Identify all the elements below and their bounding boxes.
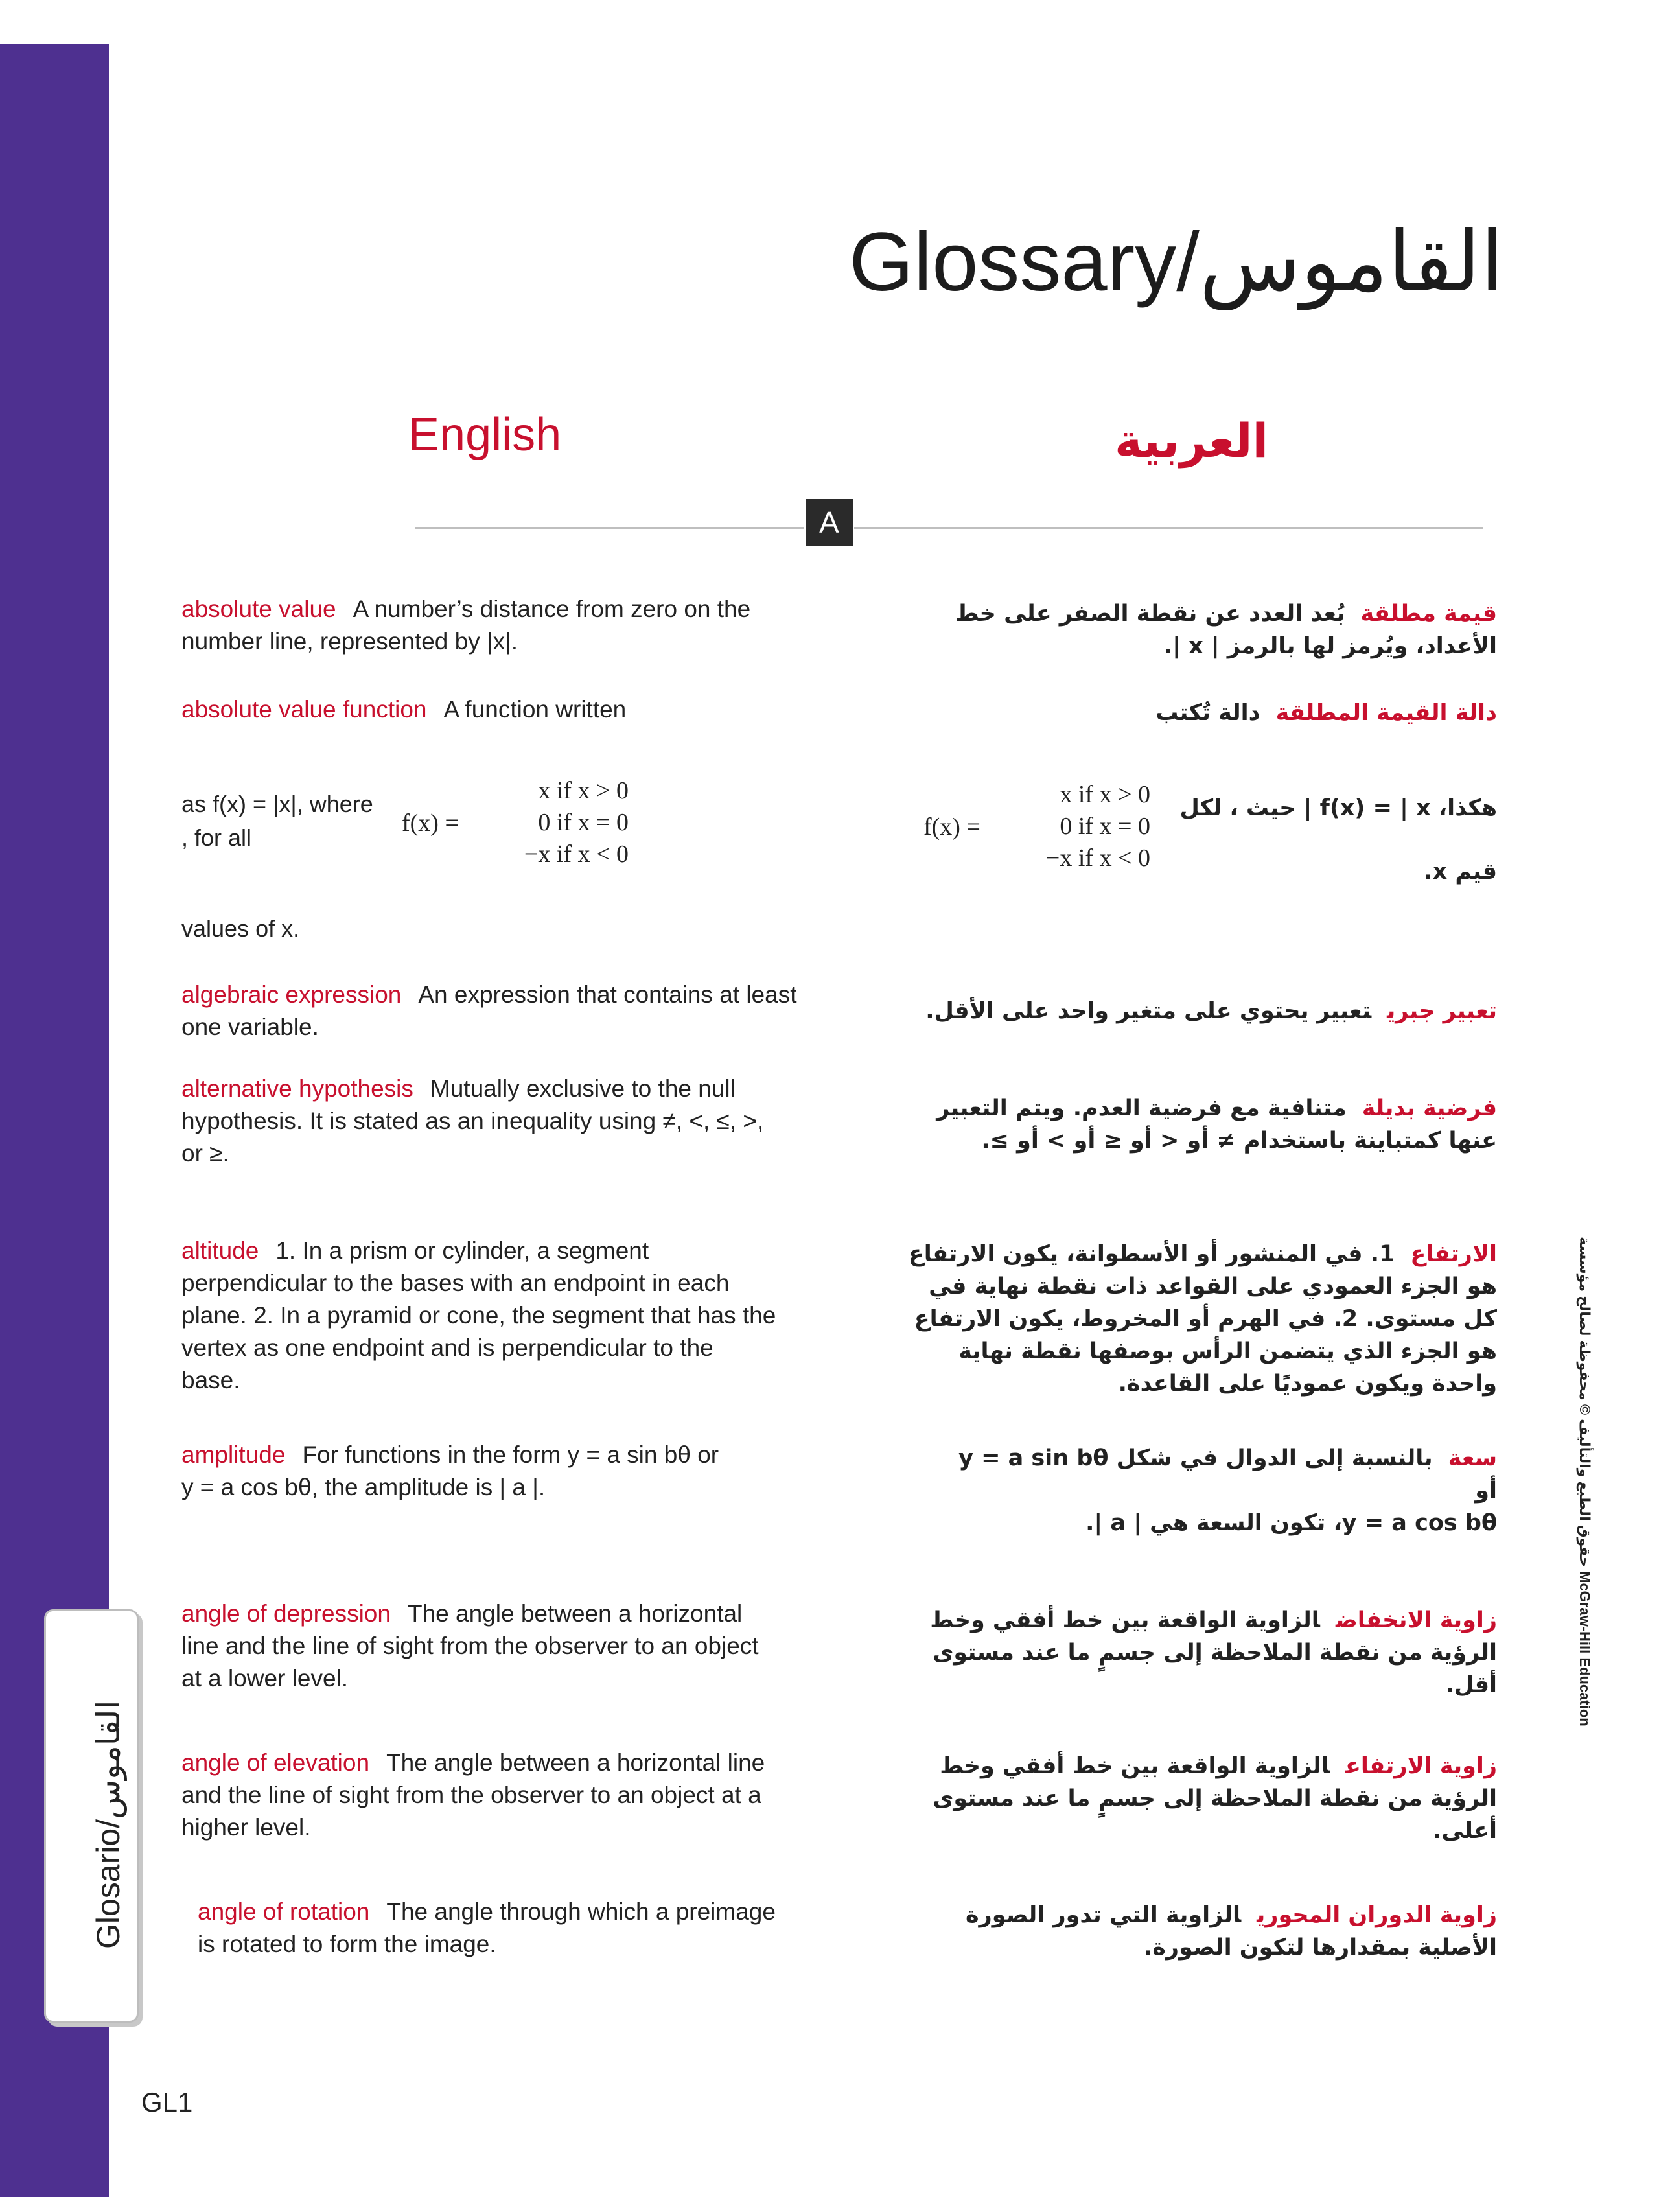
entry-term: زاوية الارتفاع — [1345, 1753, 1497, 1779]
entry-term: alternative hypothesis — [181, 1075, 413, 1102]
entry-definition: A function written — [443, 696, 627, 723]
glossary-entry-ar-absolute-value — [901, 598, 1497, 662]
entry-definition: 1. In a prism or cylinder, a segment perpendicular to the bases with an endpoint in each plane. 2. In a pyramid or cone, the segment that has the vertex as one endpoint and is perpendicular to the base. — [181, 1237, 776, 1393]
entry-definition: 1. في المنشور أو الأسطوانة، يكون الارتفاع هو الجزء العمودي على القواعد ذات نقطة نهاية في كل مستوى. 2. في الهرم أو المخروط، يكون الارتفاع هو الجزء الذي يتضمن الرأس بوصفها نقطة نهاية واحدة ويكون عموديًا على القاعدة. — [908, 1241, 1497, 1397]
side-tab-label: Glosario/القاموس — [90, 1700, 126, 1949]
glossary-entry-ar-alternative-hypothesis — [901, 1092, 1497, 1157]
entry-term: زاوية الدوران المحوري — [1257, 1902, 1497, 1928]
ar-piecewise-values-of: قيم x. — [1424, 859, 1497, 885]
glossary-entry-angle-of-rotation — [198, 1896, 781, 1961]
entry-definition-cont: or ≥. — [181, 1140, 229, 1167]
entry-definition: The angle between a horizontal line and the line of sight from the observer to an object at a lower level. — [181, 1600, 759, 1692]
entry-definition-or: أو — [1475, 1478, 1497, 1504]
section-divider-right — [854, 527, 1483, 529]
entry-term: amplitude — [181, 1441, 286, 1468]
ar-piecewise-intro: هكذا، f(x) = | x | حيث ، لكل — [1179, 795, 1497, 821]
glossary-entry-altitude — [181, 1235, 778, 1397]
piecewise-intro: as f(x) = |x|, where — [181, 791, 373, 817]
piecewise-f-label: f(x) = — [923, 813, 980, 841]
entry-term: قيمة مطلقة — [1360, 601, 1497, 627]
piecewise-case-2: 0 if x = 0 — [1060, 813, 1150, 840]
piecewise-values-of: values of x. — [181, 915, 300, 942]
entry-term: الارتفاع — [1410, 1241, 1497, 1267]
piecewise-case-2: 0 if x = 0 — [538, 809, 629, 836]
entry-term: absolute value — [181, 596, 336, 622]
page-title: Glossary/القاموس — [849, 216, 1503, 309]
piecewise-case-3: −x if x < 0 — [524, 841, 629, 868]
entry-definition: A number’s distance from zero on the number line, represented by |x|. — [181, 596, 751, 655]
entry-term: دالة القيمة المطلقة — [1275, 700, 1497, 726]
entry-definition-cont: y = a cos bθ, the amplitude is | a |. — [181, 1474, 546, 1500]
entry-term: angle of elevation — [181, 1749, 370, 1776]
glossary-entry-absolute-value-function — [181, 693, 830, 726]
entry-term: زاوية الانخفاض — [1335, 1607, 1497, 1633]
piecewise-case-3: −x if x < 0 — [1045, 844, 1150, 872]
entry-definition-cont: y = a cos bθ، تكون السعة هي | a |. — [1085, 1510, 1497, 1536]
entry-definition: الزاوية الواقعة بين خط أفقي وخط الرؤية من نقطة الملاحظة إلى جسمٍ ما عند مستوى أقل. — [930, 1607, 1497, 1698]
section-divider-left — [415, 527, 804, 529]
entry-definition: The angle through which a preimage is rotated to form the image. — [198, 1898, 776, 1957]
piecewise-case-1: x if x > 0 — [1060, 781, 1150, 808]
glossary-entry-angle-of-elevation — [181, 1747, 778, 1844]
entry-definition: بالنسبة إلى الدوال في شكل y = a sin bθ — [958, 1445, 1433, 1471]
copyright-notice: حقوق الطبع والتأليف © محفوظة لصالح مؤسسة McGraw-Hill Education — [1577, 1237, 1593, 1727]
entry-definition: تعبير يحتوي على متغير واحد على الأقل. — [925, 998, 1372, 1024]
piecewise-f-label: f(x) = — [402, 809, 459, 837]
english-column-heading: English — [408, 409, 562, 461]
entry-term: altitude — [181, 1237, 259, 1264]
glossary-entry-ar-amplitude — [901, 1442, 1497, 1539]
glossary-entry-angle-of-depression — [181, 1598, 778, 1695]
section-letter: A — [806, 499, 853, 546]
entry-term: absolute value function — [181, 696, 427, 723]
entry-definition: Mutually exclusive to the null hypothesis. It is stated as an inequality using ≠, <, ≤, >, — [181, 1075, 764, 1134]
entry-definition: متنافية مع فرضية العدم. ويتم التعبير عنها كمتباينة باستخدام ≠ أو < أو ≤ أو > أو ≥. — [936, 1095, 1497, 1154]
entry-term: algebraic expression — [181, 981, 402, 1008]
glossary-entry-ar-angle-of-depression — [901, 1604, 1497, 1701]
page-number: GL1 — [141, 2087, 193, 2117]
glossary-entry-ar-angle-of-elevation — [901, 1750, 1497, 1847]
entry-term: angle of depression — [181, 1600, 391, 1627]
piecewise-case-1: x if x > 0 — [538, 777, 629, 804]
glossary-entry-ar-absolute-value-function — [901, 697, 1497, 729]
glossary-entry-algebraic-expression — [181, 979, 830, 1043]
piecewise-for-all: , for all — [181, 824, 252, 851]
entry-definition: بُعد العدد عن نقطة الصفر على خط الأعداد، ويُرمز لها بالرمز | x |. — [955, 601, 1497, 659]
glossary-entry-alternative-hypothesis — [181, 1073, 778, 1170]
entry-definition: دالة تُكتب — [1155, 700, 1260, 726]
entry-definition: الزاوية الواقعة بين خط أفقي وخط الرؤية من نقطة الملاحظة إلى جسمٍ ما عند مستوى أعلى. — [933, 1753, 1497, 1844]
glossary-entry-absolute-value — [181, 593, 830, 658]
entry-definition: An expression that contains at least one variable. — [181, 981, 797, 1040]
entry-term: فرضية بديلة — [1362, 1095, 1497, 1121]
entry-definition: The angle between a horizontal line and the line of sight from the observer to an object at a higher level. — [181, 1749, 765, 1841]
entry-term: سعة — [1448, 1445, 1497, 1471]
entry-term: angle of rotation — [198, 1898, 370, 1925]
glossary-entry-ar-angle-of-rotation — [901, 1899, 1497, 1964]
entry-term: تعبير جبري — [1387, 998, 1497, 1024]
entry-definition: For functions in the form y = a sin bθ or — [302, 1441, 719, 1468]
glossary-entry-amplitude — [181, 1439, 778, 1504]
arabic-column-heading: العربية — [1115, 413, 1269, 468]
entry-definition: الزاوية التي تدور الصورة الأصلية بمقدارها لتكون الصورة. — [965, 1902, 1497, 1961]
glossary-entry-ar-altitude — [901, 1238, 1497, 1400]
glossary-entry-ar-algebraic-expression — [901, 995, 1497, 1027]
